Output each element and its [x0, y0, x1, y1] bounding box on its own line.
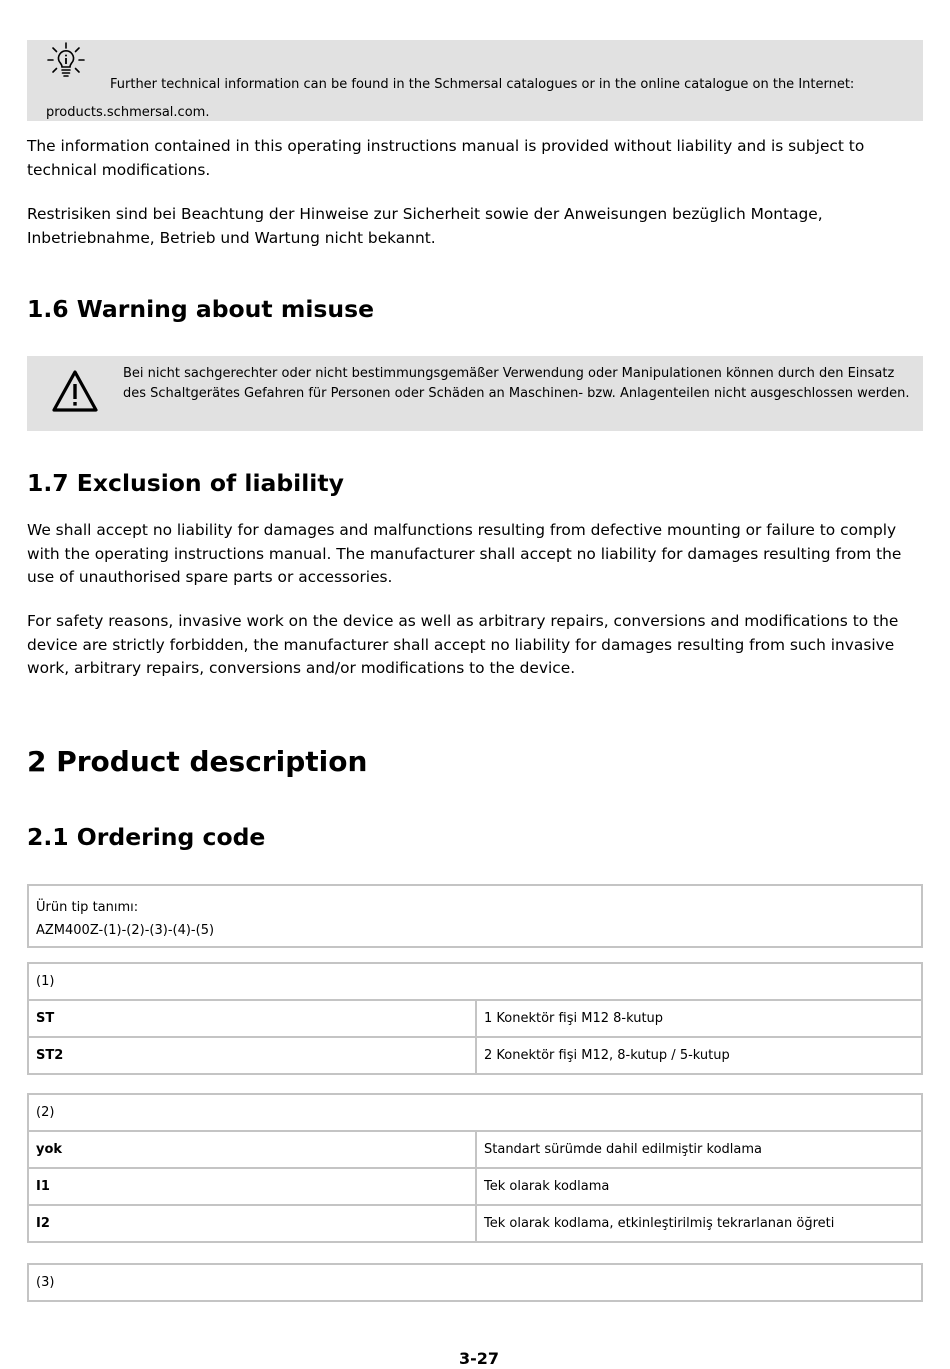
option-value: Tek olarak kodlama [476, 1168, 922, 1205]
option-key: yok [28, 1131, 476, 1168]
page-number: 3-27 [458, 1349, 500, 1368]
table-header-row [28, 1264, 922, 1301]
liability-paragraph-1: We shall accept no liability for damages and malfunctions resulting from defective mounting or failure to comply with the operating instructions manual. The manufacturer shall accept no liability for damages resulting from the use of unauthorised spare parts or accessories. [27, 521, 902, 586]
section-heading-misuse: 1.6 Warning about misuse [27, 295, 375, 323]
option-key: ST2 [28, 1037, 476, 1074]
option-table-3 [27, 1263, 923, 1302]
type-designation-code: AZM400Z-(1)-(2)-(3)-(4)-(5) [36, 923, 215, 938]
info-note-box [27, 40, 923, 121]
info-note-text: Further technical information can be found in the Schmersal catalogues or in the online catalogue on the Internet: [110, 77, 855, 92]
type-designation-box [27, 884, 923, 948]
warning-note-text: Bei nicht sachgerechter oder nicht bestimmungsgemäßer Verwendung oder Manipulationen können durch den Einsatz des Schaltgerätes Gefahren für Personen oder Schäden an Maschinen- bzw. Anlagenteilen nicht ausgeschlossen werden. [123, 366, 910, 401]
table-row [28, 1000, 922, 1037]
table-row [28, 1131, 922, 1168]
section-heading-liability: 1.7 Exclusion of liability [27, 469, 344, 497]
option-value: Standart sürümde dahil edilmiştir kodlama [476, 1131, 922, 1168]
option-key: ST [28, 1000, 476, 1037]
info-note-link-text: products.schmersal.com. [46, 105, 210, 120]
disclaimer-paragraph: The information contained in this operating instructions manual is provided without liability and is subject to technical modifications. [27, 137, 865, 179]
section-heading-ordering-code: 2.1 Ordering code [27, 823, 266, 851]
option-table-header: (2) [28, 1094, 922, 1131]
option-table-header: (3) [28, 1264, 922, 1301]
table-row [28, 1168, 922, 1205]
table-row [28, 1037, 922, 1074]
table-row [28, 1205, 922, 1242]
option-table-header: (1) [28, 963, 922, 1000]
liability-paragraph-2: For safety reasons, invasive work on the device as well as arbitrary repairs, conversions and modifications to the device are strictly forbidden, the manufacturer shall accept no liability for damages resulting from such invasive work, arbitrary repairs, conversions and/or modifications to the device. [27, 612, 899, 677]
table-header-row [28, 963, 922, 1000]
option-table-1 [27, 962, 923, 1075]
option-key: I2 [28, 1205, 476, 1242]
option-key: I1 [28, 1168, 476, 1205]
chapter-heading-product-description: 2 Product description [27, 745, 368, 778]
warning-triangle-icon [51, 369, 99, 413]
option-table-2 [27, 1093, 923, 1243]
lightbulb-info-icon [46, 42, 86, 82]
option-value: 2 Konektör fişi M12, 8-kutup / 5-kutup [476, 1037, 922, 1074]
warning-note-box [27, 356, 923, 431]
residual-risk-paragraph: Restrisiken sind bei Beachtung der Hinweise zur Sicherheit sowie der Anweisungen bezüglich Montage, Inbetriebnahme, Betrieb und Wartung nicht bekannt. [27, 205, 823, 247]
type-designation-label: Ürün tip tanımı: [36, 900, 139, 915]
option-value: 1 Konektör fişi M12 8-kutup [476, 1000, 922, 1037]
table-header-row [28, 1094, 922, 1131]
option-value: Tek olarak kodlama, etkinleştirilmiş tekrarlanan öğreti [476, 1205, 922, 1242]
